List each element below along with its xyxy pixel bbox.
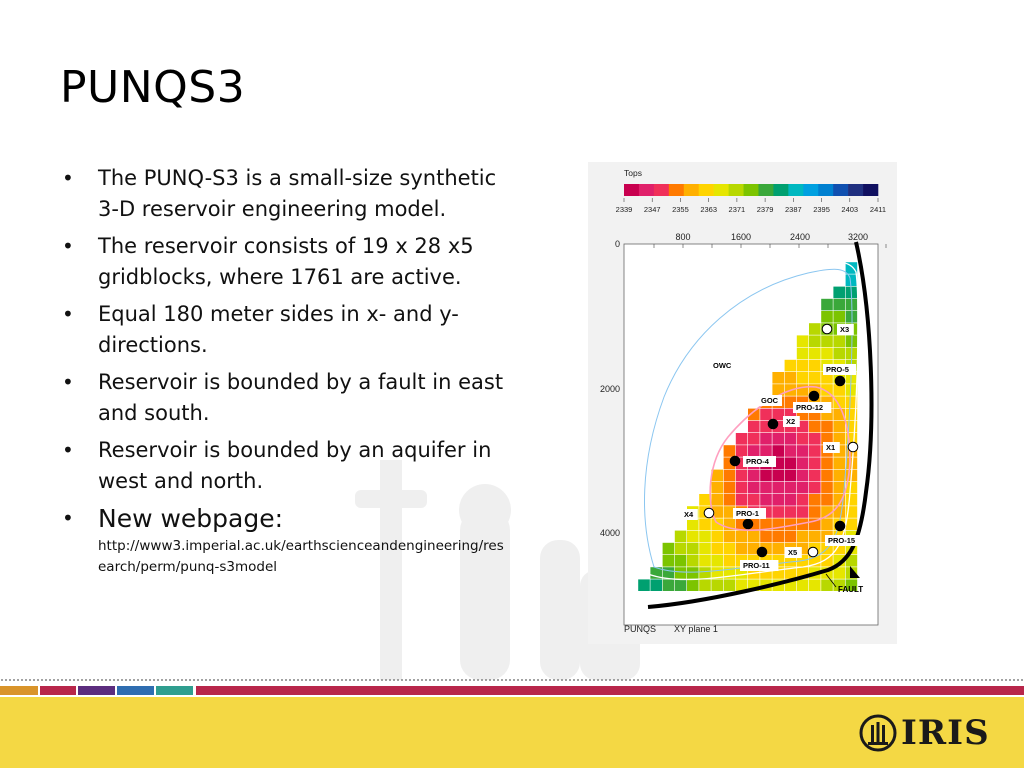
legend-swatch	[848, 184, 863, 196]
legend-swatch	[818, 184, 833, 196]
reservoir-map-svg	[588, 162, 897, 644]
caption-left: PUNQS	[624, 624, 657, 634]
grid-cell	[663, 543, 675, 555]
grid-cell	[772, 506, 784, 518]
grid-cell	[833, 287, 845, 299]
grid-cell	[809, 457, 821, 469]
grid-cell	[809, 531, 821, 543]
grid-cell	[663, 567, 675, 579]
grid-cell	[785, 482, 797, 494]
grid-cell	[833, 348, 845, 360]
grid-cell	[785, 531, 797, 543]
grid-cell	[797, 531, 809, 543]
grid-cell	[797, 482, 809, 494]
grid-cell	[809, 335, 821, 347]
iris-logo	[858, 713, 990, 753]
fault-label: FAULT	[838, 585, 864, 594]
legend-tick-label: 2379	[756, 205, 774, 214]
grid-cell	[797, 494, 809, 506]
grid-cell	[736, 445, 748, 457]
grid-cell	[785, 445, 797, 457]
x-tick-label: 800	[675, 232, 691, 242]
grid-cell	[821, 457, 833, 469]
legend-title: Tops	[624, 168, 642, 178]
legend-swatch	[803, 184, 818, 196]
footer-color-stripes	[0, 686, 1024, 696]
legend-swatch	[639, 184, 654, 196]
grid-cell	[699, 518, 711, 530]
bullet-item: • Reservoir is bounded by an aquifer in west and north.	[62, 435, 512, 497]
grid-cell	[772, 531, 784, 543]
grid-cell	[809, 506, 821, 518]
grid-cell	[797, 348, 809, 360]
legend-swatch	[714, 184, 729, 196]
grid-cell	[760, 445, 772, 457]
grid-cell	[724, 579, 736, 591]
grid-cell	[711, 555, 723, 567]
bullet-item-webpage	[62, 503, 512, 578]
grid-cell	[797, 470, 809, 482]
legend-tick-label: 2395	[813, 205, 830, 214]
bullet-list	[62, 163, 512, 584]
goc-label: GOC	[761, 396, 779, 405]
well-pro11-label: PRO-11	[743, 561, 770, 570]
grid-cell	[736, 543, 748, 555]
y-tick-label: 0	[614, 239, 620, 249]
grid-cell	[699, 531, 711, 543]
grid-cell	[797, 335, 809, 347]
grid-cell	[772, 482, 784, 494]
grid-cell	[760, 494, 772, 506]
well-pro4-marker	[730, 456, 740, 466]
grid-cell	[724, 445, 736, 457]
well-x3-label: X3	[840, 325, 850, 334]
bullet-item: • Equal 180 meter sides in x- and y- directions.	[62, 299, 512, 361]
grid-cell	[809, 323, 821, 335]
grid-cell	[797, 506, 809, 518]
legend-swatch	[788, 184, 803, 196]
footer-stripe	[78, 686, 115, 695]
grid-cell	[797, 372, 809, 384]
well-pro11-marker	[757, 547, 767, 557]
grid-cell	[785, 470, 797, 482]
grid-cell	[699, 555, 711, 567]
grid-cell	[772, 470, 784, 482]
caption-right: XY plane 1	[674, 624, 718, 634]
grid-cell	[675, 543, 687, 555]
footer-stripe	[196, 686, 1024, 695]
grid-cell	[699, 579, 711, 591]
bullet-item: • The reservoir consists of 19 x 28 x5 gridblocks, where 1761 are active.	[62, 231, 512, 293]
grid-cell	[687, 543, 699, 555]
grid-cell	[663, 555, 675, 567]
grid-cell	[846, 311, 858, 323]
grid-cell	[809, 348, 821, 360]
grid-cell	[675, 579, 687, 591]
grid-cell	[809, 482, 821, 494]
x-tick-label: 2400	[789, 232, 811, 242]
legend-tick-label: 2403	[841, 205, 859, 214]
grid-cell	[748, 445, 760, 457]
well-pro12-marker	[809, 391, 819, 401]
grid-cell	[833, 421, 845, 433]
grid-cell	[797, 360, 809, 372]
grid-cell	[687, 567, 699, 579]
grid-cell	[675, 555, 687, 567]
grid-cell	[711, 494, 723, 506]
grid-cell	[797, 579, 809, 591]
grid-cell	[833, 482, 845, 494]
well-pro1-label: PRO-1	[736, 509, 759, 518]
x-tick-label: 3200	[847, 232, 869, 242]
grid-cell	[724, 494, 736, 506]
grid-cell	[650, 579, 662, 591]
grid-cell	[846, 518, 858, 530]
grid-cell	[772, 372, 784, 384]
well-pro1-marker	[743, 519, 753, 529]
grid-cell	[748, 482, 760, 494]
well-x1-marker	[848, 442, 858, 452]
grid-cell	[809, 360, 821, 372]
grid-cell	[785, 372, 797, 384]
grid-cell	[809, 579, 821, 591]
grid-cell	[821, 470, 833, 482]
grid-cell	[736, 433, 748, 445]
grid-cell	[736, 494, 748, 506]
y-tick-label: 2000	[599, 384, 620, 394]
footer-stripe	[40, 686, 76, 695]
grid-cell	[724, 531, 736, 543]
grid-cell	[748, 421, 760, 433]
legend-tick-labels	[616, 198, 886, 214]
legend-swatch	[773, 184, 788, 196]
grid-cell	[748, 531, 760, 543]
grid-cell	[797, 457, 809, 469]
legend-swatch	[654, 184, 669, 196]
y-axis-ticks	[600, 239, 620, 538]
grid-cell	[797, 384, 809, 396]
grid-cell	[760, 531, 772, 543]
grid-cell	[772, 494, 784, 506]
well-x3-marker	[822, 324, 832, 334]
legend-tick-label: 2371	[728, 205, 746, 214]
grid-cell	[785, 360, 797, 372]
grid-cell	[785, 494, 797, 506]
legend-swatch	[669, 184, 684, 196]
grid-cell	[699, 567, 711, 579]
grid-cell	[821, 299, 833, 311]
legend-swatch	[833, 184, 848, 196]
bullet-item: • Reservoir is bounded by a fault in east and south.	[62, 367, 512, 429]
grid-cell	[846, 384, 858, 396]
iris-emblem-icon	[858, 713, 898, 753]
grid-cell	[638, 579, 650, 591]
grid-cell	[724, 543, 736, 555]
grid-cell	[736, 470, 748, 482]
grid-cell	[675, 567, 687, 579]
footer-dotted-rule	[0, 678, 1024, 682]
grid-cell	[687, 579, 699, 591]
grid-cell	[833, 470, 845, 482]
legend-swatch	[699, 184, 714, 196]
grid-cell	[687, 531, 699, 543]
grid-cell	[724, 470, 736, 482]
grid-cell	[748, 470, 760, 482]
well-x4-label: X4	[684, 510, 694, 519]
grid-cell	[687, 518, 699, 530]
well-x4-marker	[704, 508, 714, 518]
grid-cell	[748, 433, 760, 445]
grid-cell	[724, 482, 736, 494]
grid-cell	[833, 457, 845, 469]
grid-cell	[821, 482, 833, 494]
grid-cell	[846, 494, 858, 506]
grid-cell	[711, 579, 723, 591]
legend-tick-label: 2339	[615, 205, 633, 214]
grid-cell	[785, 457, 797, 469]
grid-cell	[833, 506, 845, 518]
grid-cell	[833, 335, 845, 347]
webpage-label: New webpage:	[98, 504, 284, 533]
grid-cell	[833, 299, 845, 311]
logo-text: IRIS	[901, 713, 990, 753]
legend-tick-label: 2387	[784, 205, 802, 214]
grid-cell	[760, 433, 772, 445]
grid-cell	[785, 433, 797, 445]
grid-cell	[809, 445, 821, 457]
legend-tick-label: 2355	[672, 205, 689, 214]
grid-cell	[809, 433, 821, 445]
grid-cell	[821, 518, 833, 530]
well-x5-label: X5	[788, 548, 798, 557]
grid-cell	[663, 579, 675, 591]
well-x5-marker	[808, 547, 818, 557]
grid-cell	[809, 372, 821, 384]
grid-cell	[772, 409, 784, 421]
legend-swatch	[758, 184, 773, 196]
grid-cell	[821, 335, 833, 347]
grid-cell	[772, 433, 784, 445]
owc-label: OWC	[713, 361, 732, 370]
well-pro15-marker	[835, 521, 845, 531]
grid-cell	[846, 274, 858, 286]
footer-stripe	[0, 686, 38, 695]
slide-title: PUNQS3	[60, 62, 246, 113]
bullet-item: • The PUNQ-S3 is a small-size synthetic 3-D reservoir engineering model.	[62, 163, 512, 225]
grid-cell	[748, 494, 760, 506]
color-legend	[624, 184, 878, 196]
reservoir-map-figure	[588, 162, 897, 644]
grid-cell	[809, 494, 821, 506]
grid-cell	[833, 311, 845, 323]
legend-swatch	[684, 184, 699, 196]
legend-swatch	[863, 184, 878, 196]
grid-cell	[797, 445, 809, 457]
grid-cell	[724, 555, 736, 567]
legend-swatch	[729, 184, 744, 196]
grid-cell	[809, 421, 821, 433]
grid-cell	[821, 494, 833, 506]
grid-cell	[797, 433, 809, 445]
well-pro4-label: PRO-4	[746, 457, 769, 466]
grid-cell	[772, 543, 784, 555]
grid-cell	[809, 470, 821, 482]
grid-cell	[821, 348, 833, 360]
footer-stripe	[117, 686, 154, 695]
grid-cell	[711, 482, 723, 494]
grid-cell	[772, 445, 784, 457]
grid-cell	[736, 531, 748, 543]
well-x2-marker	[768, 419, 778, 429]
legend-swatch	[624, 184, 639, 196]
well-pro15-label: PRO-15	[828, 536, 856, 545]
grid-cell	[699, 494, 711, 506]
legend-tick-label: 2363	[700, 205, 718, 214]
webpage-link[interactable]: http://www3.imperial.ac.uk/earthscienceandengineering/research/perm/punq-s3model	[98, 538, 504, 575]
grid-cell	[675, 531, 687, 543]
grid-cell	[736, 482, 748, 494]
well-pro12-label: PRO-12	[796, 403, 824, 412]
grid-cell	[760, 470, 772, 482]
grid-cell	[687, 555, 699, 567]
grid-cell	[711, 543, 723, 555]
y-tick-label: 4000	[599, 528, 620, 538]
well-pro5-marker	[835, 376, 845, 386]
well-pro5-label: PRO-5	[826, 365, 849, 374]
grid-cell	[711, 531, 723, 543]
grid-cell	[785, 506, 797, 518]
grid-cell	[760, 409, 772, 421]
well-x2-label: X2	[786, 417, 796, 426]
legend-tick-label: 2347	[643, 205, 661, 214]
grid-cell	[821, 311, 833, 323]
footer-stripe	[156, 686, 193, 695]
well-x1-label: X1	[826, 443, 836, 452]
legend-tick-label: 2411	[869, 205, 887, 214]
grid-cell	[821, 421, 833, 433]
legend-swatch	[744, 184, 759, 196]
grid-cell	[699, 543, 711, 555]
grid-cell	[760, 482, 772, 494]
x-tick-label: 1600	[730, 232, 752, 242]
